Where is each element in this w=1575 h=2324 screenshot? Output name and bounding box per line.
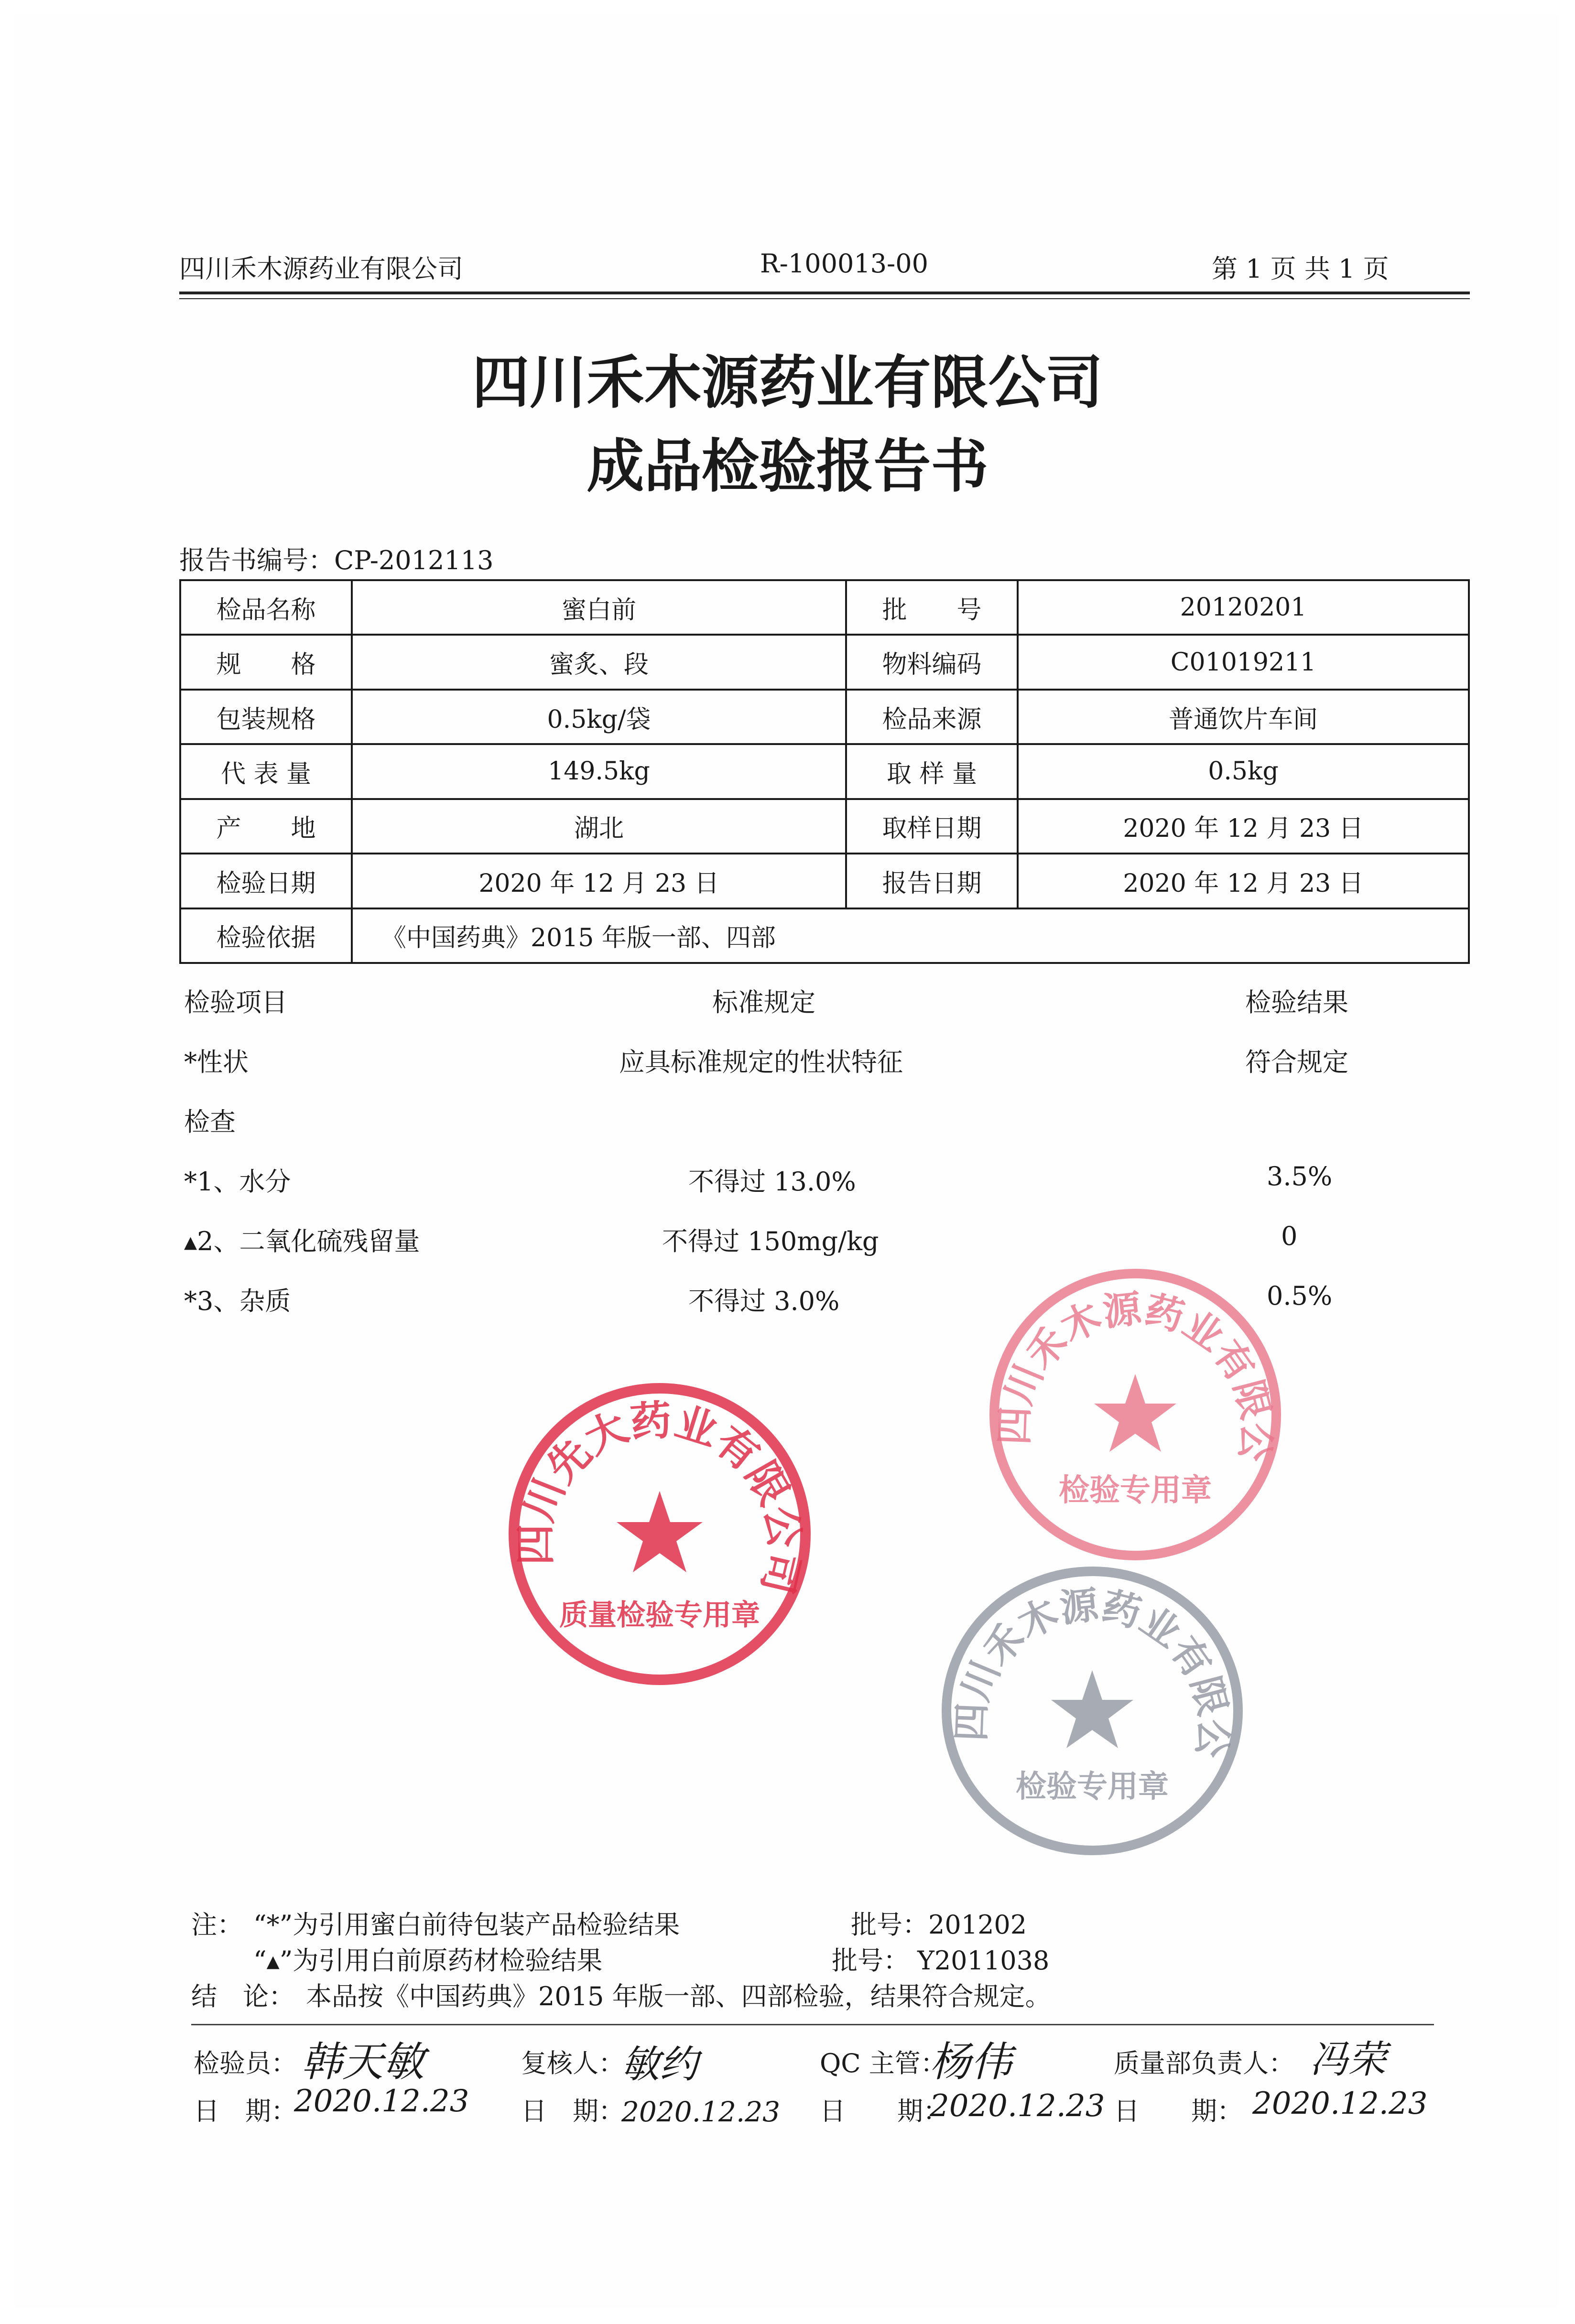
result-std: 不得过 150mg/kg	[662, 1226, 879, 1256]
cell-label: 检验日期	[180, 854, 352, 908]
table-row	[180, 635, 1469, 689]
cell-label: 物料编码	[846, 635, 1018, 689]
inspector-signature: 韩天敏	[301, 2038, 424, 2086]
header-page-info: 第 1 页 共 1 页	[1212, 254, 1389, 284]
pink-seal-stamp	[982, 1262, 1288, 1569]
reviewer-label: 复核人：	[521, 2048, 624, 2078]
reviewer-signature: 敏约	[621, 2042, 698, 2086]
cell-value: 2020 年 12 月 23 日	[1018, 854, 1469, 908]
quality-head-label: 质量部负责人：	[1114, 2048, 1294, 2078]
cell-value: 0.5kg/袋	[352, 690, 846, 744]
cell-value: 149.5kg	[352, 744, 846, 799]
inspector-date: 2020.12.23	[294, 2084, 469, 2119]
report-number: 报告书编号：CP-2012113	[179, 545, 494, 575]
table-row	[180, 799, 1469, 854]
table-row	[180, 854, 1469, 908]
date-label: 日 期：	[521, 2096, 624, 2126]
red-seal-stamp	[502, 1376, 817, 1694]
header-rule-thin	[179, 298, 1470, 299]
quality-head-signature: 冯荣	[1310, 2037, 1386, 2082]
result-item: *3、杂质	[184, 1286, 291, 1316]
date-label: 日 期：	[820, 2096, 949, 2126]
svg-text:检验专用章: 检验专用章	[1016, 1769, 1169, 1805]
result-std: 不得过 3.0%	[688, 1286, 840, 1316]
cell-label: 产 地	[180, 799, 352, 854]
result-std: 不得过 13.0%	[688, 1167, 856, 1197]
svg-text:四川先大药业有限公司: 四川先大药业有限公司	[511, 1396, 809, 1599]
cell-value: 蜜炙、段	[352, 635, 846, 689]
cell-label: 检品名称	[180, 580, 352, 635]
qc-signature: 杨伟	[930, 2038, 1012, 2086]
date-label: 日 期：	[194, 2096, 297, 2126]
result-value: 0	[1281, 1221, 1298, 1251]
result-value: 符合规定	[1245, 1047, 1348, 1077]
quality-head-date: 2020.12.23	[1252, 2086, 1428, 2121]
table-row	[180, 690, 1469, 744]
date-label: 日 期：	[1114, 2096, 1243, 2126]
result-value: 3.5%	[1267, 1161, 1333, 1191]
section-check: 检查	[184, 1107, 236, 1137]
note-1: “*”为引用蜜白前待包装产品检验结果	[253, 1910, 680, 1940]
info-table	[179, 579, 1470, 964]
title-line1: 四川禾木源药业有限公司	[472, 350, 1103, 416]
cell-label: 检品来源	[846, 690, 1018, 744]
cell-label: 包装规格	[180, 690, 352, 744]
cell-label: 报告日期	[846, 854, 1018, 908]
result-value: 0.5%	[1267, 1281, 1333, 1311]
table-row	[180, 580, 1469, 635]
cell-value: 普通饮片车间	[1018, 690, 1469, 744]
cell-label: 批 号	[846, 580, 1018, 635]
result-item: ▴2、二氧化硫残留量	[184, 1226, 420, 1256]
qc-label: QC 主管：	[820, 2048, 946, 2078]
table-row	[180, 908, 1469, 963]
col-std-header: 标准规定	[712, 987, 815, 1017]
result-std: 应具标准规定的性状特征	[619, 1047, 903, 1077]
signature-rule	[191, 2024, 1434, 2025]
header-rule	[179, 292, 1470, 294]
cell-value: 蜜白前	[352, 580, 846, 635]
cell-value: 《中国药典》2015 年版一部、四部	[352, 908, 1469, 963]
reviewer-date: 2020.12.23	[621, 2096, 781, 2128]
cell-value: 湖北	[352, 799, 846, 854]
title-line2: 成品检验报告书	[587, 433, 988, 500]
cell-label: 代 表 量	[180, 744, 352, 799]
svg-text:四川禾木源药业有限公司: 四川禾木源药业有限公	[991, 1286, 1280, 1463]
cell-label: 检验依据	[180, 908, 352, 963]
cell-label: 取样日期	[846, 799, 1018, 854]
result-item: *1、水分	[184, 1167, 291, 1197]
cell-value: C01019211	[1018, 635, 1469, 689]
cell-value: 2020 年 12 月 23 日	[1018, 799, 1469, 854]
svg-text:检验专用章: 检验专用章	[1059, 1473, 1212, 1508]
gray-seal-stamp	[934, 1558, 1250, 1866]
table-row	[180, 744, 1469, 799]
note-1-batch: 批号：201202	[851, 1910, 1027, 1940]
note-2-batch: 批号： Y2011038	[832, 1946, 1050, 1976]
header-doc-code: R-100013-00	[760, 249, 929, 279]
cell-value: 0.5kg	[1018, 744, 1469, 799]
qc-date: 2020.12.23	[930, 2088, 1105, 2124]
svg-text:四川禾木源药业有限公司: 四川禾木源药业有限公	[948, 1582, 1237, 1760]
cell-label: 规 格	[180, 635, 352, 689]
col-result-header: 检验结果	[1245, 987, 1348, 1017]
note-2: “▴”为引用白前原药材检验结果	[253, 1946, 603, 1976]
inspector-label: 检验员：	[194, 2048, 297, 2078]
svg-text:质量检验专用章: 质量检验专用章	[559, 1599, 760, 1632]
conclusion-text: 本品按《中国药典》2015 年版一部、四部检验，结果符合规定。	[306, 1981, 1051, 2011]
cell-value: 20120201	[1018, 580, 1469, 635]
conclusion-label: 结 论：	[191, 1981, 294, 2011]
header-company: 四川禾木源药业有限公司	[179, 254, 463, 284]
cell-label: 取 样 量	[846, 744, 1018, 799]
notes-label: 注：	[191, 1910, 243, 1940]
col-item-header: 检验项目	[184, 987, 287, 1017]
cell-value: 2020 年 12 月 23 日	[352, 854, 846, 908]
result-item: *性状	[184, 1047, 249, 1077]
